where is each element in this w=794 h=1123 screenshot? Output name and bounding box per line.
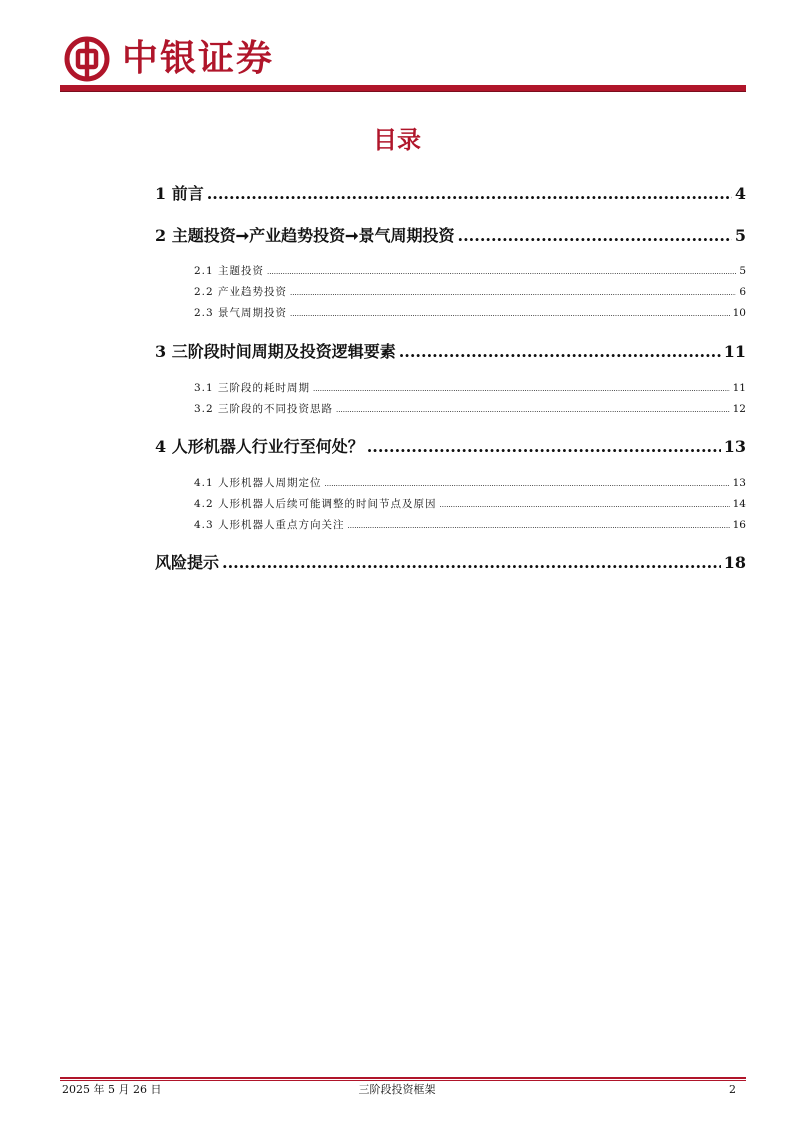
dot-leader (290, 306, 730, 322)
toc-entry-page: 10 (732, 307, 746, 319)
toc-entry-2[interactable] (155, 224, 746, 248)
toc-entry-page: 18 (723, 553, 746, 572)
toc-entry-label: 2.3 景气周期投资 (194, 307, 288, 319)
dot-leader (325, 476, 730, 492)
toc-entry-page: 11 (723, 342, 746, 361)
toc-entry-label: 3 三阶段时间周期及投资逻辑要素 (155, 342, 396, 361)
toc-entry-label: 1 前言 (155, 184, 204, 203)
footer-divider-thin (60, 1080, 746, 1081)
toc-entry-page: 16 (732, 519, 746, 531)
toc-entry-2-2[interactable] (194, 284, 746, 300)
dot-leader (222, 551, 721, 575)
toc-entry-label: 3.2 三阶段的不同投资思路 (194, 403, 334, 415)
dot-leader (313, 381, 730, 397)
footer-page-number: 2 (729, 1083, 736, 1096)
dot-leader (267, 264, 736, 280)
dot-leader (367, 435, 721, 459)
dot-leader (290, 285, 736, 301)
toc-entry-label: 2 主题投资➞产业趋势投资➞景气周期投资 (155, 226, 455, 245)
toc-entry-2-1[interactable] (194, 263, 746, 279)
dot-leader (440, 497, 730, 513)
toc-entry-label: 风险提示 (155, 553, 220, 572)
dot-leader (336, 402, 730, 418)
toc-entry-label: 3.1 三阶段的耗时周期 (194, 382, 311, 394)
toc-entry-page: 11 (732, 382, 746, 394)
footer-date: 2025 年 5 月 26 日 (62, 1083, 162, 1096)
bank-of-china-logo-icon (64, 36, 110, 82)
toc-entry-page: 14 (732, 498, 746, 510)
toc-entry-3-1[interactable] (194, 380, 746, 396)
toc-entry-page: 13 (732, 477, 746, 489)
toc-entry-label: 4 人形机器人行业行至何处？ (155, 437, 364, 456)
toc-entry-label: 4.1 人形机器人周期定位 (194, 477, 322, 489)
footer-report-title: 三阶段投资框架 (358, 1083, 436, 1096)
toc-entry-3[interactable] (155, 340, 746, 364)
toc-entry-1[interactable] (155, 182, 746, 206)
brand-name: 中银证券 (122, 37, 275, 79)
toc-entry-page: 5 (734, 226, 746, 245)
toc-entry-2-3[interactable] (194, 305, 746, 321)
header-divider-thin (60, 91, 746, 92)
toc-title: 目录 (373, 125, 421, 154)
toc-entry-4[interactable] (155, 435, 746, 459)
toc-entry-page: 6 (739, 286, 746, 298)
toc-entry-page: 13 (723, 437, 746, 456)
toc-entry-page: 5 (739, 265, 746, 277)
toc-entry-risk[interactable] (155, 551, 746, 575)
toc-entry-label: 4.2 人形机器人后续可能调整的时间节点及原因 (194, 498, 437, 510)
toc-entry-4-3[interactable] (194, 517, 746, 533)
page-header (60, 28, 746, 92)
toc-entry-page: 12 (732, 403, 746, 415)
toc-entry-page: 4 (734, 184, 746, 203)
toc-entry-label: 2.2 产业趋势投资 (194, 286, 288, 298)
toc-entry-label: 4.3 人形机器人重点方向关注 (194, 519, 345, 531)
dot-leader (399, 340, 721, 364)
dot-leader (458, 224, 732, 248)
dot-leader (348, 518, 730, 534)
toc-entry-label: 2.1 主题投资 (194, 265, 265, 277)
footer-divider (60, 1077, 746, 1079)
dot-leader (207, 182, 732, 206)
toc-entry-3-2[interactable] (194, 401, 746, 417)
toc-entry-4-2[interactable] (194, 496, 746, 512)
toc-entry-4-1[interactable] (194, 475, 746, 491)
